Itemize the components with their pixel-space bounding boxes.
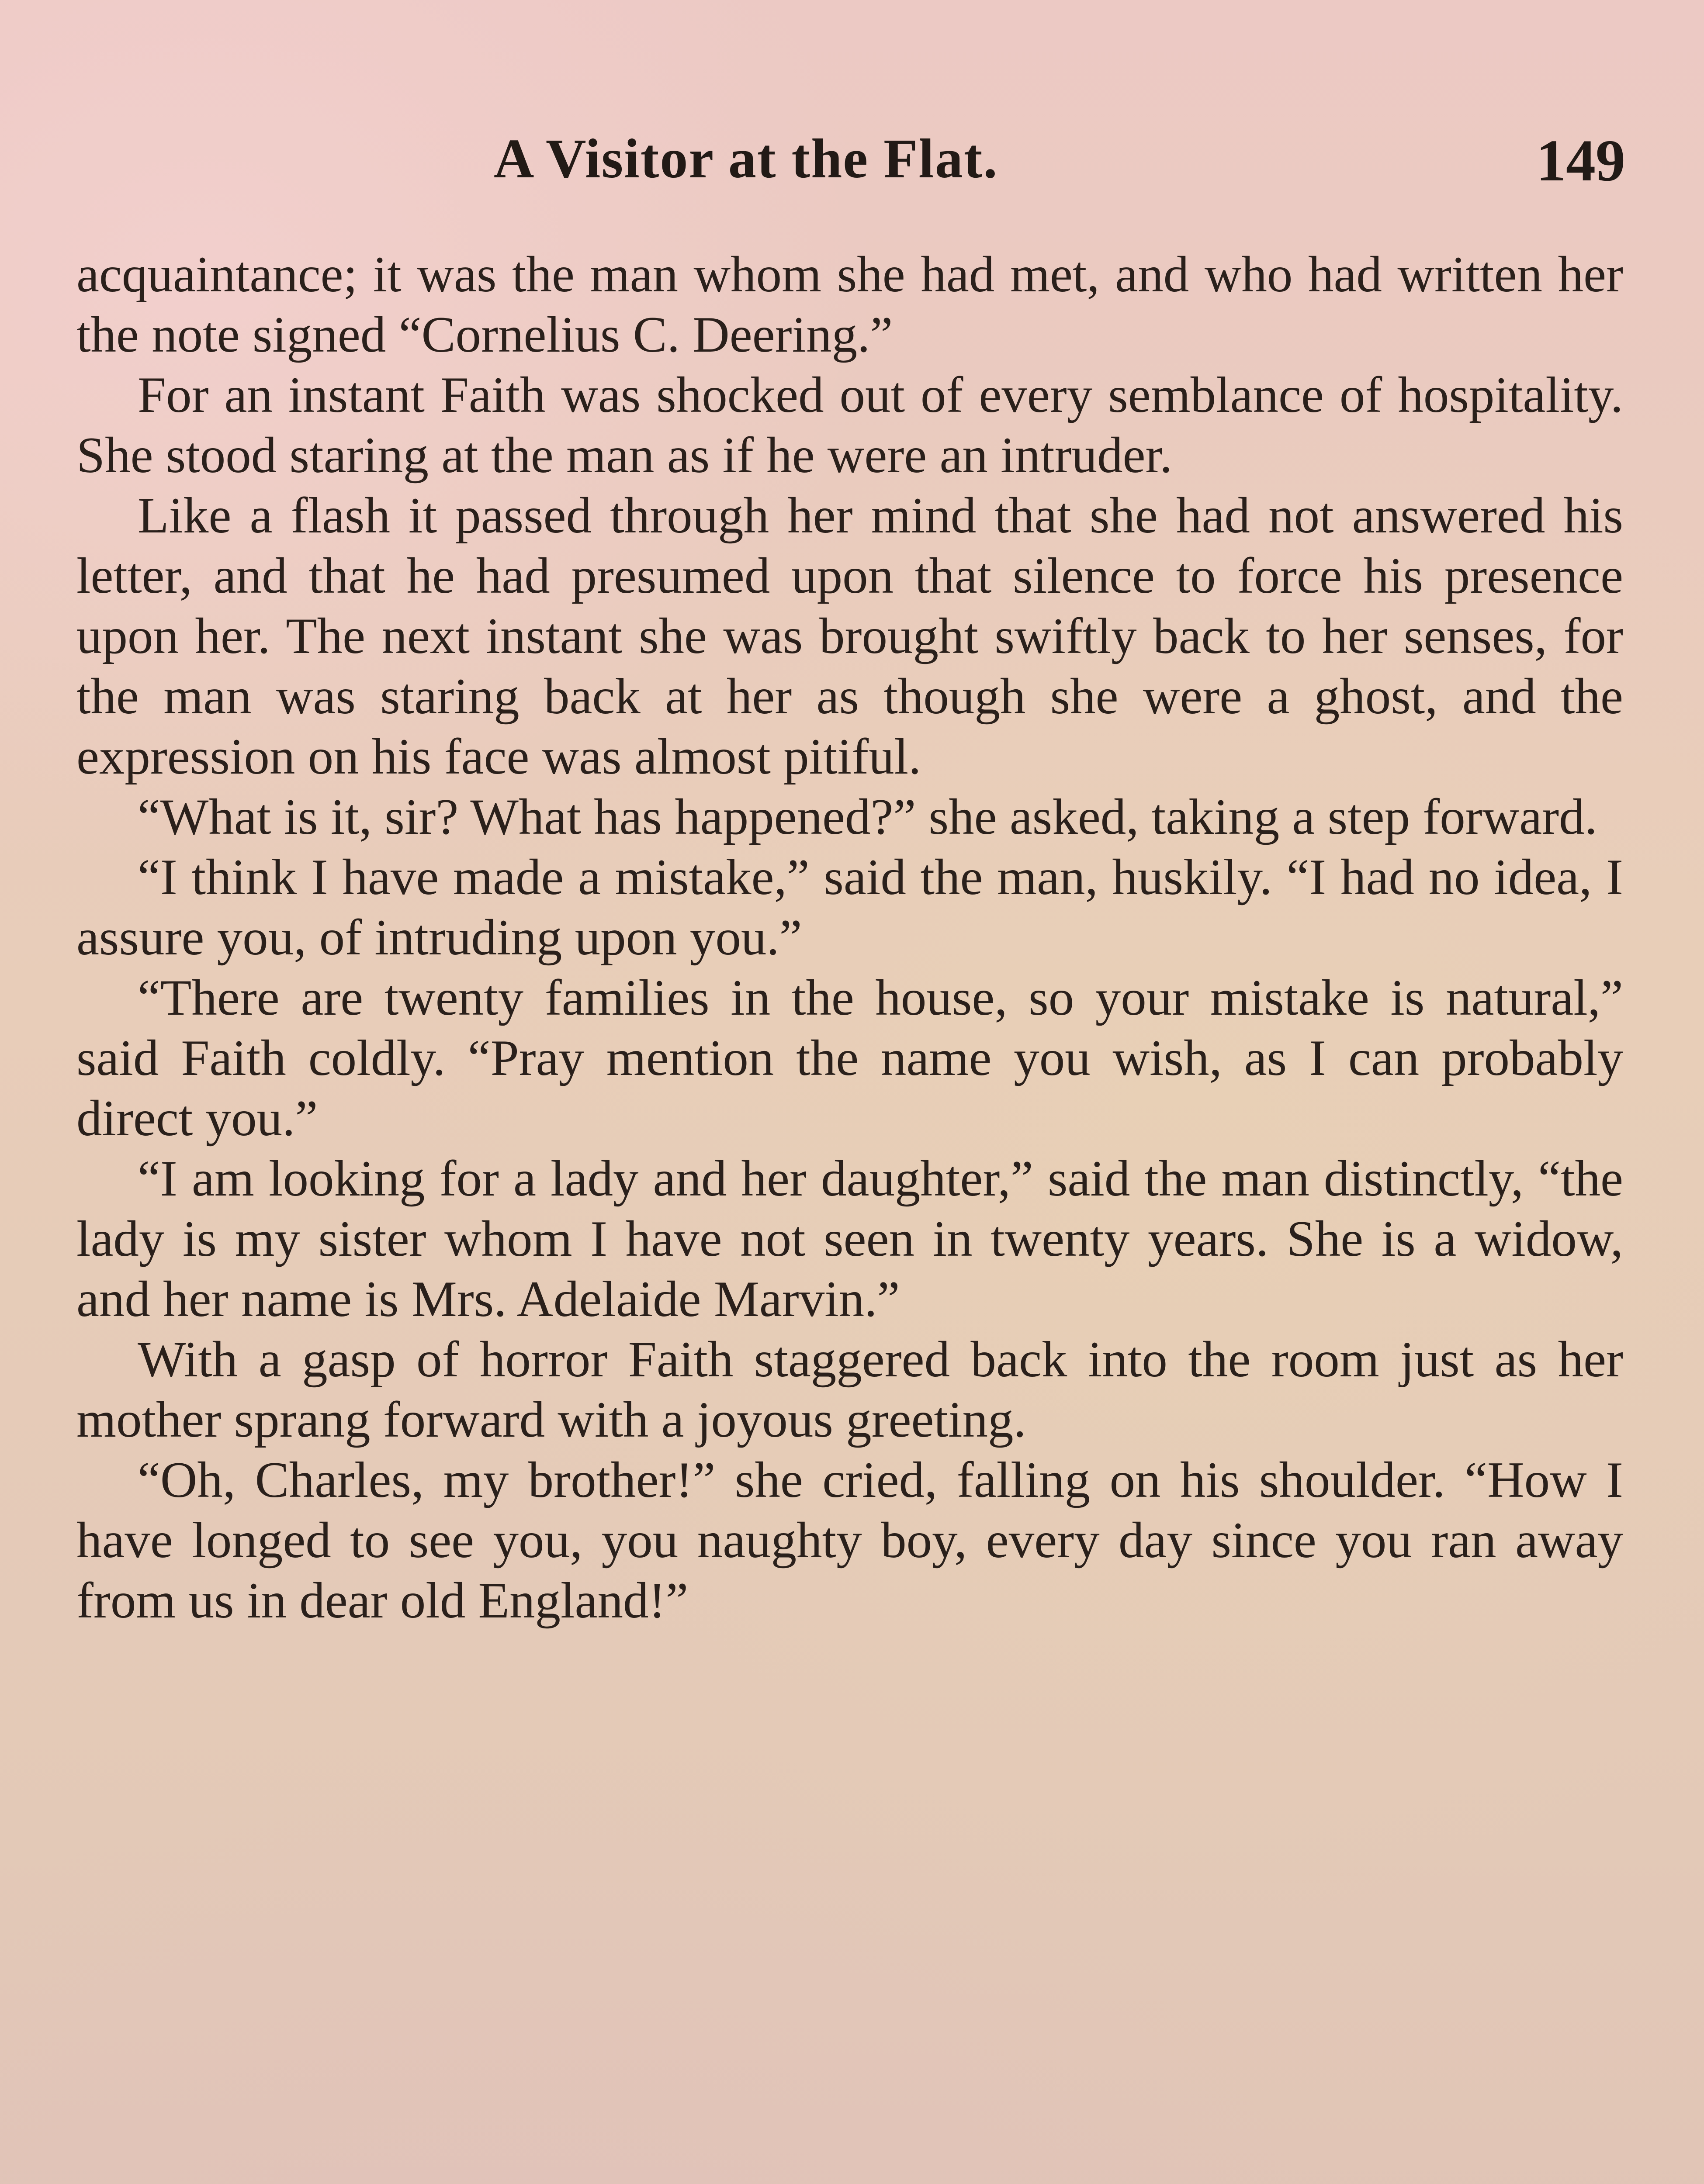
paragraph-8: With a gasp of horror Faith staggered back into the room just as her mother sprang forward with a joyous greeting.: [76, 1331, 1623, 1448]
running-title: A Visitor at the Flat.: [494, 128, 998, 190]
paragraph-6: “There are twenty families in the house, so your mistake is natural,” said Faith coldly. “Pray mention the name you wish, as I can probably direct you.”: [76, 970, 1623, 1147]
paragraph-4: “What is it, sir? What has happened?” she asked, taking a step forward.: [138, 789, 1597, 845]
paragraph-7: “I am looking for a lady and her daughter,” said the man distinctly, “the lady is my sister whom I have not seen in twenty years. She is a widow, and her name is Mrs. Adelaide Marvin.”: [76, 1151, 1623, 1327]
paragraph-9: “Oh, Charles, my brother!” she cried, falling on his shoulder. “How I have longed to see you, you naughty boy, every day since you ran away from us in dear old England!”: [76, 1452, 1623, 1629]
paragraph-2: For an instant Faith was shocked out of every semblance of hospitality. She stood staring at the man as if he were an intruder.: [76, 367, 1623, 484]
paragraph-5: “I think I have made a mistake,” said the man, huskily. “I had no idea, I assure you, of intruding upon you.”: [76, 849, 1623, 966]
paragraph-1: acquaintance; it was the man whom she had met, and who had written her the note signed “Cornelius C. Deering.”: [76, 246, 1623, 363]
running-head: [0, 127, 1704, 197]
body-text: [76, 245, 1623, 1631]
paragraph-3: Like a flash it passed through her mind that she had not answered his letter, and that he had presumed upon that silence to force his presence upon her. The next instant she was brought swiftly back to her senses, for the man was staring back at her as though she were a ghost, and the expression on his face was almost pitiful.: [76, 487, 1623, 785]
show-through-texture: [74, 2162, 1630, 2184]
page-number: 149: [1536, 128, 1625, 194]
